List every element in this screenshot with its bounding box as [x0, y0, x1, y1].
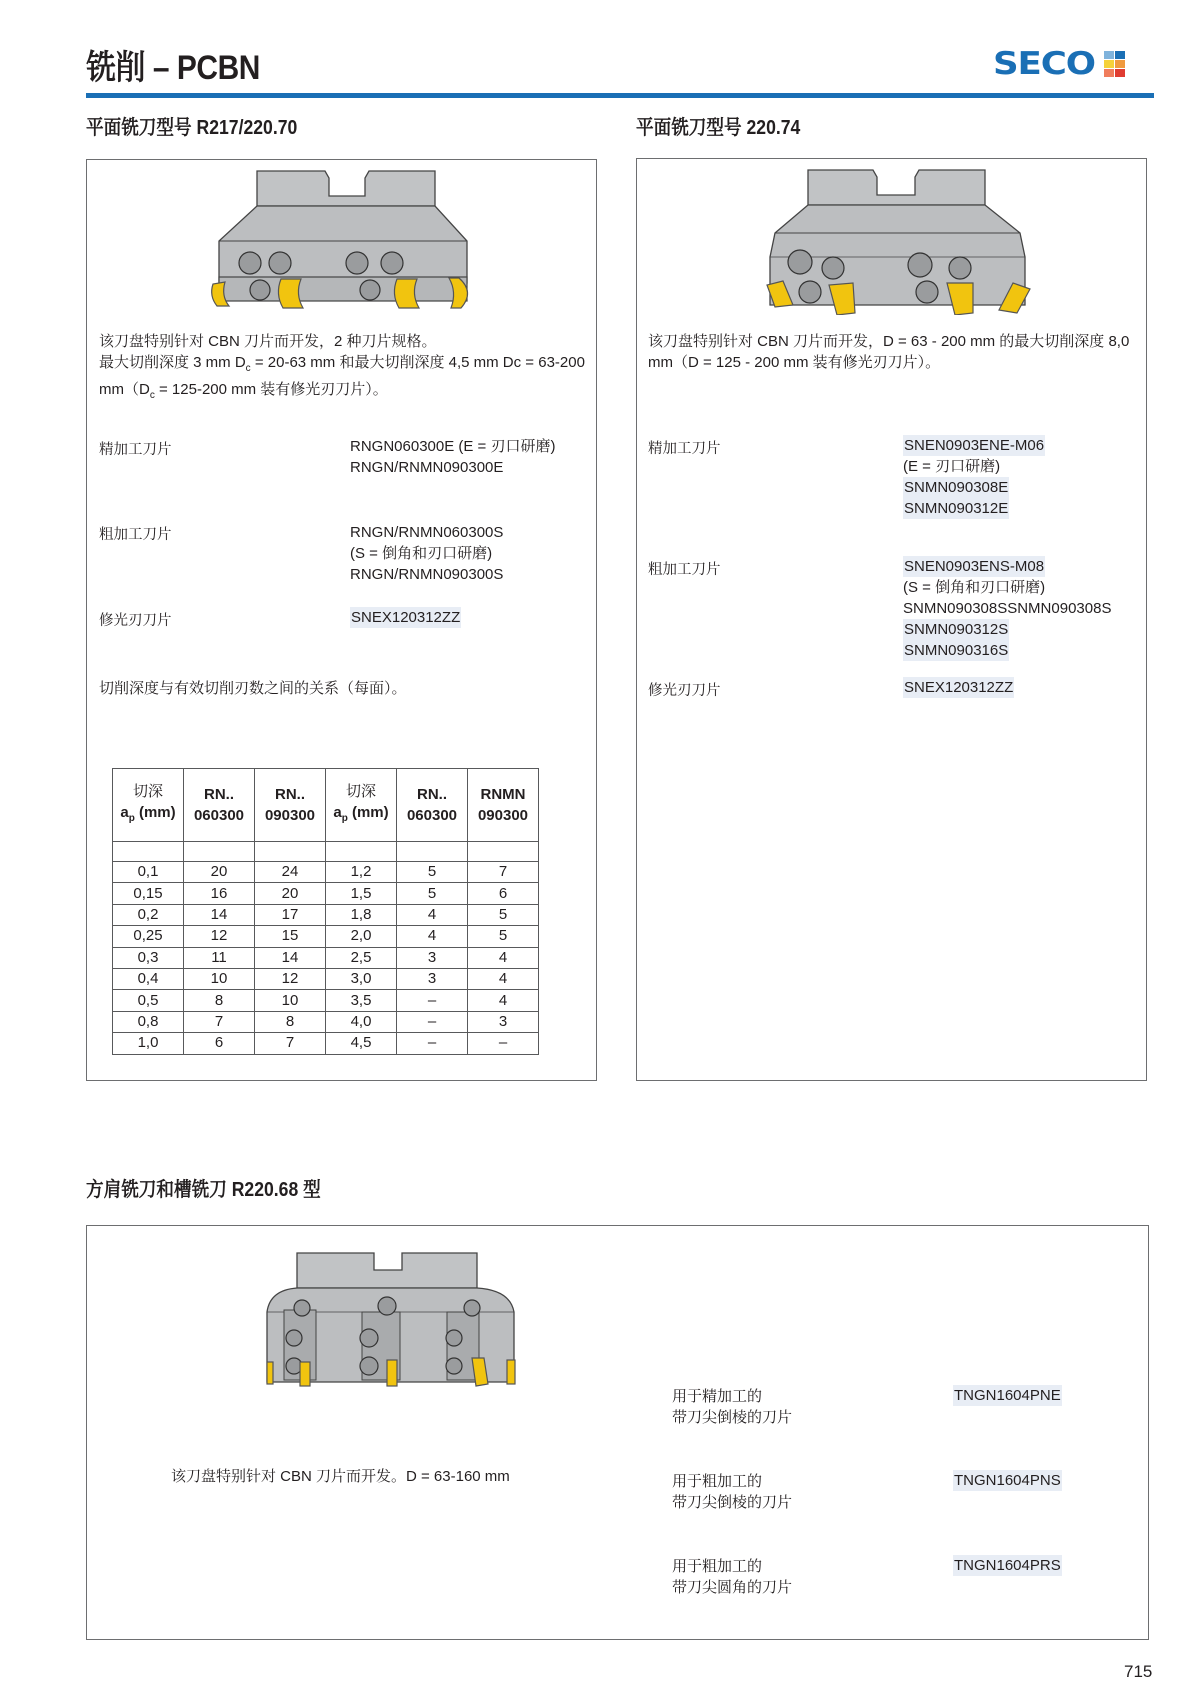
table-row	[113, 968, 539, 989]
table-row	[113, 1033, 539, 1054]
section-title-r22068: 方肩铣刀和槽铣刀 R220.68 型	[86, 1179, 321, 1201]
table-cell: 0,8	[113, 1011, 184, 1032]
description-line: 该刀盘特别针对 CBN 刀片而开发，2 种刀片规格。	[99, 333, 437, 350]
table-cell: 0,5	[113, 990, 184, 1011]
insert-code-link[interactable]: TNGN1604PNE	[954, 1387, 1061, 1404]
table-cell: 12	[184, 926, 255, 947]
table-cell: 2,0	[326, 926, 397, 947]
table-cell: 6	[184, 1033, 255, 1054]
table-cell: 5	[397, 862, 468, 883]
table-cell: 14	[184, 904, 255, 925]
table-cell: 0,15	[113, 883, 184, 904]
table-cell: –	[397, 1011, 468, 1032]
table-cell: 15	[255, 926, 326, 947]
description-line: mm（D = 125 - 200 mm 装有修光刃刀片）。	[648, 354, 941, 371]
table-row	[113, 947, 539, 968]
table-cell: 4	[397, 926, 468, 947]
r22068-description: 该刀盘特别针对 CBN 刀片而开发。D = 63-160 mm	[171, 1468, 510, 1485]
page-number: 715	[1124, 1662, 1153, 1681]
table-cell: 7	[184, 1011, 255, 1032]
table-cell: 12	[255, 968, 326, 989]
insert-type-label: 用于精加工的 带刀尖倒棱的刀片	[672, 1388, 793, 1426]
table-cell: 5	[468, 926, 539, 947]
section-title-22074: 平面铣刀型号 220.74	[636, 117, 801, 139]
table-header-row	[113, 769, 539, 842]
section-title-r217: 平面铣刀型号 R217/220.70	[86, 117, 298, 139]
insert-code-link[interactable]: TNGN1604PNS	[954, 1472, 1061, 1489]
insert-code-link[interactable]: SNMN090312S	[904, 621, 1009, 638]
table-cell: –	[397, 1033, 468, 1054]
table-cell: 10	[184, 968, 255, 989]
insert-code: RNGN/RNMN060300S	[350, 524, 504, 541]
roughing-insert-label: 粗加工刀片	[99, 527, 172, 543]
wiper-insert-label: 修光刃刀片	[99, 613, 172, 629]
table-cell: 0,1	[113, 862, 184, 883]
column-header: RNMN 090300	[468, 769, 539, 842]
insert-code-link[interactable]: SNMN090308E	[904, 479, 1009, 496]
table-cell: 1,5	[326, 883, 397, 904]
table-cell: 5	[468, 904, 539, 925]
table-cell: 4,5	[326, 1033, 397, 1054]
wiper-insert-label: 修光刃刀片	[648, 683, 721, 699]
logo-color-blocks-icon	[1104, 51, 1125, 77]
insert-code-link[interactable]: SNEN0903ENS-M08	[904, 558, 1045, 575]
insert-code-link[interactable]: SNEN0903ENE-M06	[904, 437, 1045, 454]
table-cell: 17	[255, 904, 326, 925]
insert-code-note: (E = 刃口研磨)	[903, 458, 1001, 475]
cutter-r22068-illustration-icon	[262, 1250, 524, 1390]
table-spacer-row	[113, 842, 539, 862]
table-cell: 8	[184, 990, 255, 1011]
wiper-insert-codes	[903, 677, 1014, 698]
table-cell: 5	[397, 883, 468, 904]
table-cell: –	[468, 1033, 539, 1054]
insert-code-link[interactable]: TNGN1604PRS	[954, 1557, 1061, 1574]
table-cell: 3	[397, 968, 468, 989]
table-cell: 16	[184, 883, 255, 904]
table-row	[113, 926, 539, 947]
finishing-insert-codes	[350, 436, 555, 478]
table-caption: 切削深度与有效切削刃数之间的关系（每面）。	[99, 680, 407, 697]
insert-code-wrapper	[953, 1555, 1062, 1576]
table-cell: 4	[468, 990, 539, 1011]
column-header: RN.. 090300	[255, 769, 326, 842]
insert-code-note: (S = 倒角和刃口研磨)	[903, 579, 1046, 596]
insert-code-link[interactable]: SNMN090312E	[904, 500, 1009, 517]
insert-type-label: 用于粗加工的 带刀尖倒棱的刀片	[672, 1473, 793, 1511]
column-header: 切深 $a_p$ (mm)	[113, 769, 184, 842]
table-cell: 3,5	[326, 990, 397, 1011]
table-cell: 3,0	[326, 968, 397, 989]
roughing-insert-label: 粗加工刀片	[648, 562, 721, 578]
table-cell: 14	[255, 947, 326, 968]
table-cell: 6	[468, 883, 539, 904]
insert-code-note: (S = 倒角和刃口研磨)	[350, 545, 493, 562]
table-cell: 20	[184, 862, 255, 883]
table-cell: 2,5	[326, 947, 397, 968]
insert-code: SNMN090308SSNMN090308S	[903, 600, 1112, 617]
22074-description	[648, 331, 1143, 373]
finishing-insert-label: 精加工刀片	[99, 442, 172, 458]
table-cell: 4	[397, 904, 468, 925]
table-cell: 4	[468, 968, 539, 989]
table-cell: 0,25	[113, 926, 184, 947]
table-cell: 0,4	[113, 968, 184, 989]
insert-type-label: 用于粗加工的 带刀尖圆角的刀片	[672, 1558, 793, 1596]
seco-logo	[993, 46, 1125, 82]
table-row	[113, 990, 539, 1011]
roughing-insert-codes	[350, 522, 503, 585]
table-cell: 1,0	[113, 1033, 184, 1054]
column-header: RN.. 060300	[184, 769, 255, 842]
cutter-r217-illustration-icon	[205, 166, 485, 316]
section-box-r22068	[86, 1225, 1149, 1640]
finishing-insert-label: 精加工刀片	[648, 441, 721, 457]
column-header: RN.. 060300	[397, 769, 468, 842]
table-cell: –	[397, 990, 468, 1011]
column-header: 切深 $a_p$ (mm)	[326, 769, 397, 842]
table-cell: 7	[255, 1033, 326, 1054]
insert-code-link[interactable]: SNMN090316S	[904, 642, 1009, 659]
table-cell: 10	[255, 990, 326, 1011]
insert-code-link[interactable]: SNEX120312ZZ	[904, 679, 1014, 696]
logo-text: SECO	[993, 46, 1095, 82]
page-title: 铣削 – PCBN	[86, 49, 260, 87]
table-cell: 20	[255, 883, 326, 904]
table-cell: 3	[468, 1011, 539, 1032]
insert-code: RNGN060300E (E = 刃口研磨)	[350, 438, 556, 455]
depth-of-cut-table	[112, 768, 539, 1055]
table-cell: 7	[468, 862, 539, 883]
table-row	[113, 1011, 539, 1032]
table-row	[113, 883, 539, 904]
insert-code-wrapper	[953, 1385, 1062, 1406]
table-cell: 24	[255, 862, 326, 883]
table-row	[113, 862, 539, 883]
description-line: 最大切削深度 3 mm $D_c = 20-63$ mm 和最大切削深度 4,5 mm Dc = 63-200	[99, 354, 585, 374]
table-cell: 4	[468, 947, 539, 968]
table-cell: 0,2	[113, 904, 184, 925]
insert-code: RNGN/RNMN090300E	[350, 459, 504, 476]
insert-code-wrapper	[953, 1470, 1062, 1491]
description-line: $mm(D_c = 125-200$ mm 装有修光刃刀片）。	[99, 381, 388, 401]
table-cell: 11	[184, 947, 255, 968]
finishing-insert-codes	[903, 435, 1045, 519]
r217-description	[99, 331, 589, 406]
description-line: 该刀盘特别针对 CBN 刀片而开发，D = 63 - 200 mm 的最大切削深度 8,0	[648, 333, 1130, 350]
table-cell: 8	[255, 1011, 326, 1032]
table-cell: 4,0	[326, 1011, 397, 1032]
table-cell: 1,2	[326, 862, 397, 883]
cutter-22074-illustration-icon	[755, 165, 1040, 315]
table-cell: 1,8	[326, 904, 397, 925]
insert-code-link[interactable]: SNEX120312ZZ	[351, 609, 461, 626]
table-cell: 0,3	[113, 947, 184, 968]
insert-code: RNGN/RNMN090300S	[350, 566, 504, 583]
table-cell: 3	[397, 947, 468, 968]
table-row	[113, 904, 539, 925]
header-rule	[86, 93, 1154, 98]
wiper-insert-codes	[350, 607, 461, 628]
roughing-insert-codes	[903, 556, 1111, 661]
